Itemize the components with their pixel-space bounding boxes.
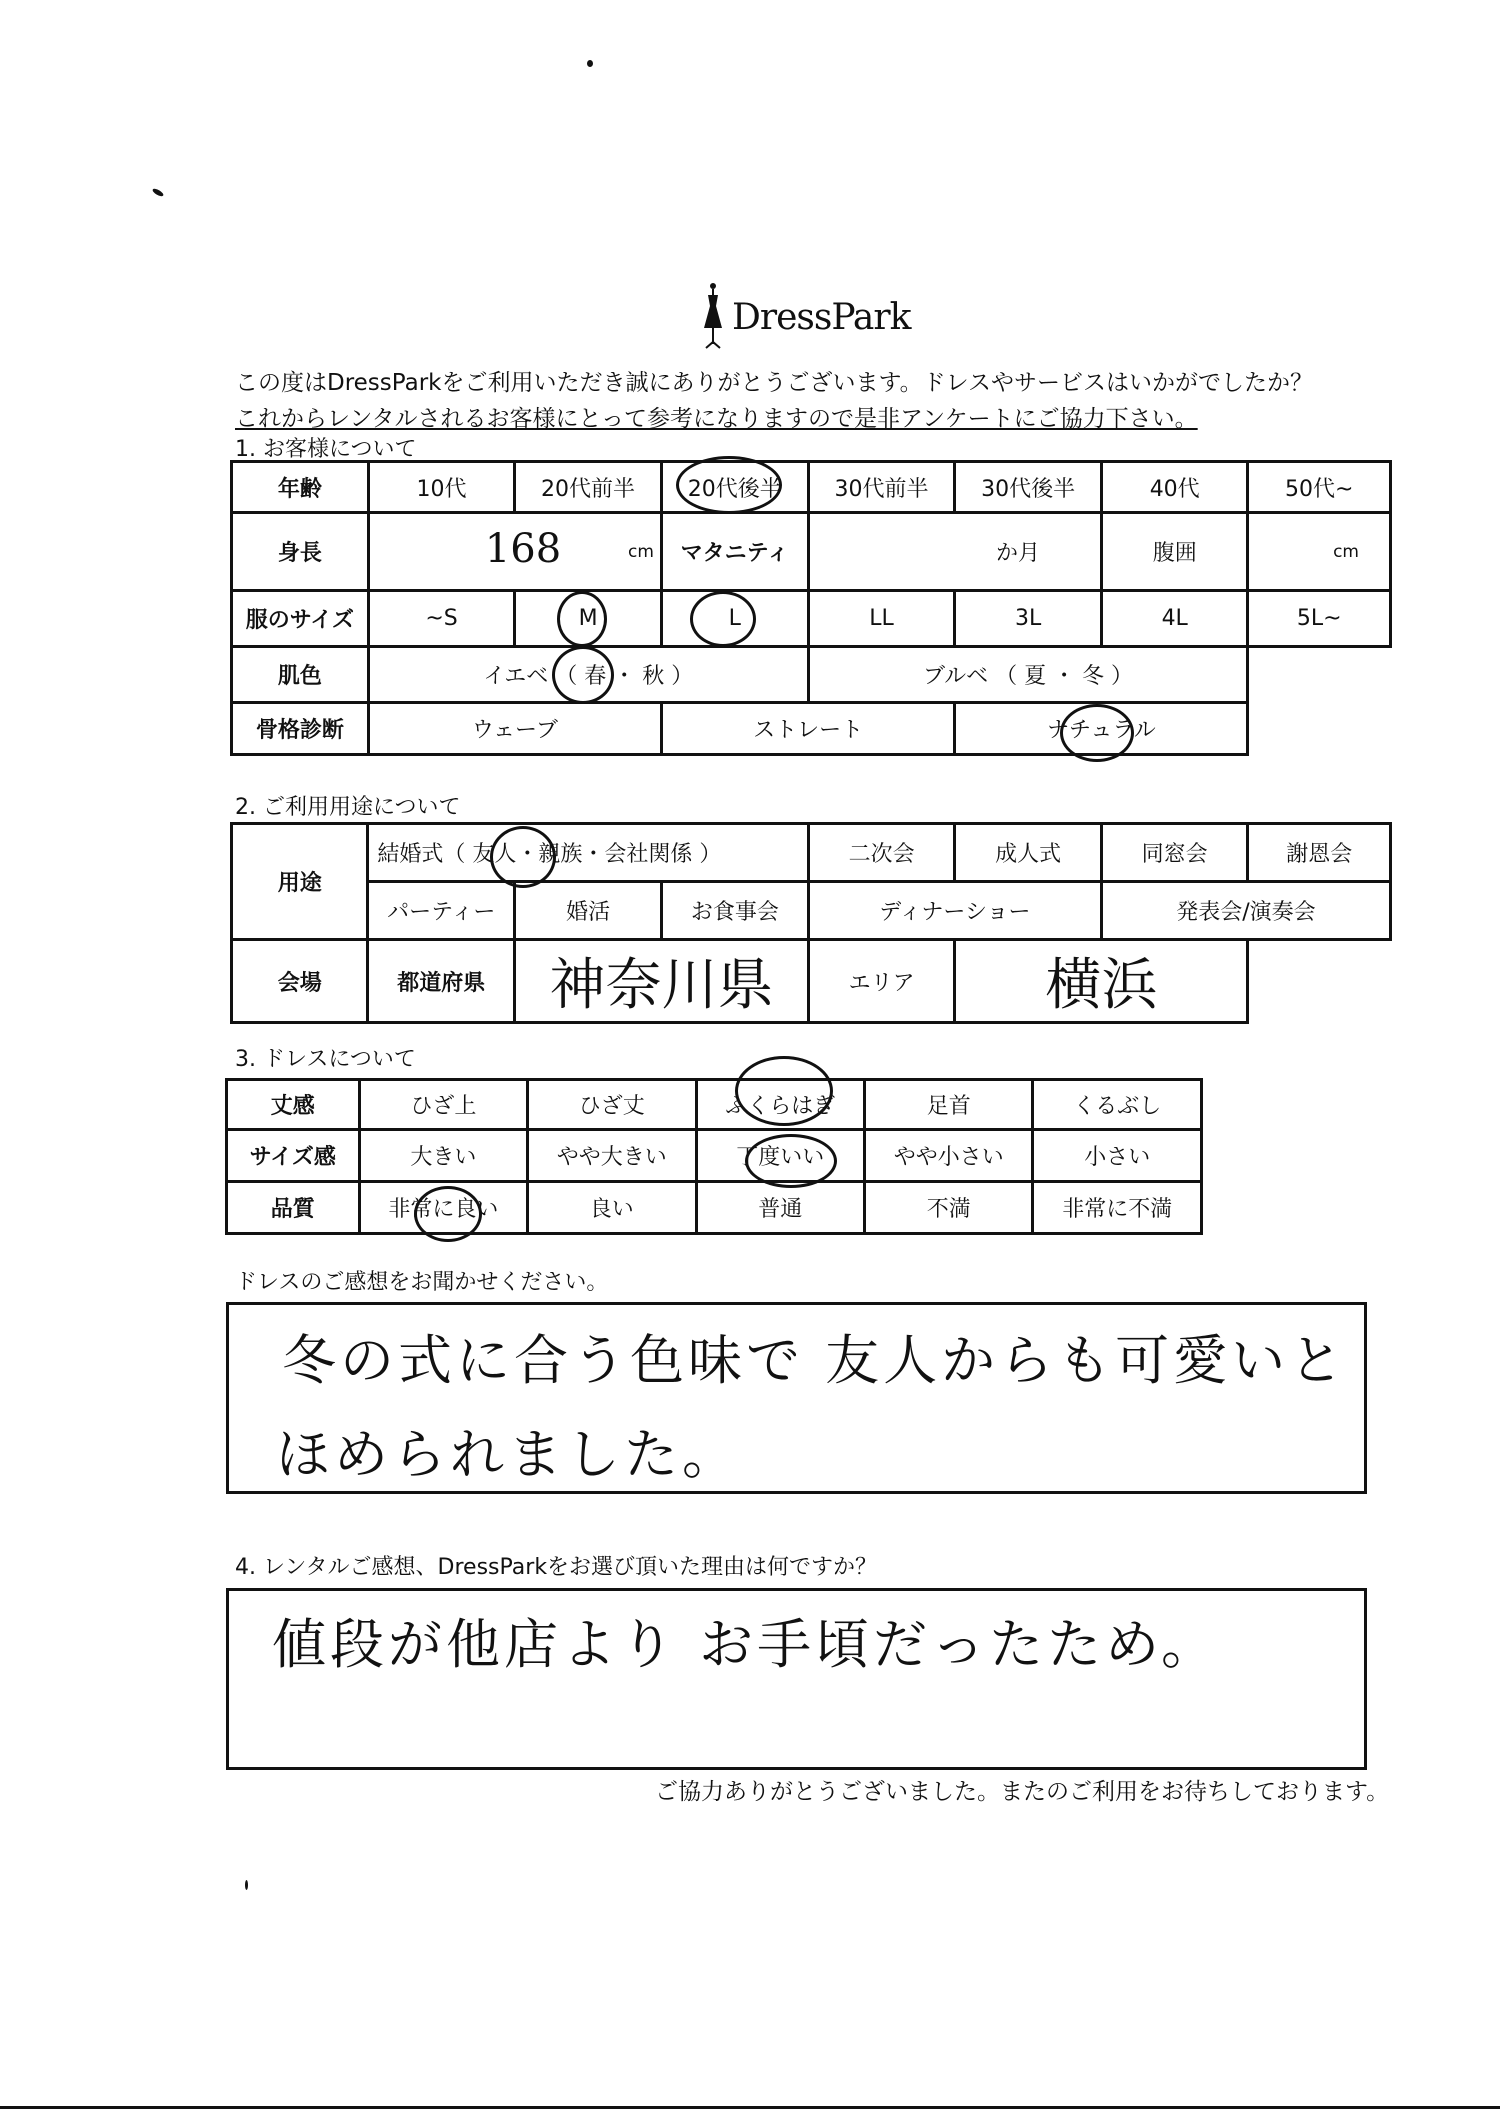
dress-table — [225, 1078, 1203, 1235]
quality-option[interactable]: 良い — [528, 1182, 696, 1234]
size-option[interactable]: 4L — [1102, 591, 1248, 647]
skin-label: 肌色 — [232, 647, 369, 703]
closing-message: ご協力ありがとうございました。またのご利用をお待ちしております。 — [655, 1779, 1390, 1805]
usage-row-1 — [232, 824, 1391, 882]
size-label: 服のサイズ — [232, 591, 369, 647]
length-option[interactable]: ひざ上 — [359, 1080, 527, 1130]
skin-blue-base[interactable]: ブルベ （ 夏 ・ 冬 ） — [808, 647, 1248, 703]
brand-logo — [700, 282, 910, 352]
height-label: 身長 — [232, 513, 369, 591]
usage-option[interactable]: 成人式 — [955, 824, 1102, 882]
prefecture-label: 都道府県 — [368, 940, 515, 1023]
age-option[interactable]: 30代後半 — [955, 462, 1102, 513]
dress-comment-line-2: ほめられました。 — [276, 1423, 740, 1486]
dress-comment-line-1: 冬の式に合う色味で 友人からも可愛いと — [282, 1329, 1348, 1392]
quality-row — [227, 1182, 1202, 1234]
usage-option[interactable]: ディナーショー — [808, 882, 1101, 940]
dress-comment-prompt: ドレスのご感想をお聞かせください。 — [235, 1270, 609, 1295]
usage-option[interactable]: 婚活 — [515, 882, 662, 940]
frame-label: 骨格診断 — [232, 703, 369, 755]
usage-option[interactable]: 同窓会 — [1101, 824, 1248, 882]
length-row — [227, 1080, 1202, 1130]
scan-speck — [587, 60, 593, 67]
maternity-months[interactable]: か月 — [808, 513, 1101, 591]
fit-option[interactable]: 大きい — [359, 1130, 527, 1182]
customer-table — [230, 460, 1392, 756]
fit-option[interactable]: 小さい — [1033, 1130, 1202, 1182]
usage-option[interactable]: 発表会/演奏会 — [1101, 882, 1390, 940]
usage-option[interactable]: 謝恩会 — [1248, 824, 1391, 882]
length-option[interactable]: ふくらはぎ — [696, 1080, 864, 1130]
venue-label: 会場 — [232, 940, 368, 1023]
section-3-title: 3. ドレスについて — [235, 1047, 416, 1072]
section-4-title: 4. レンタルご感想、DressParkをお選び頂いた理由は何ですか？ — [235, 1555, 878, 1580]
area-value-text: 横浜 — [1045, 953, 1158, 1018]
age-option[interactable]: 50代~ — [1248, 462, 1391, 513]
usage-table — [230, 822, 1392, 1024]
scan-speck — [152, 187, 165, 197]
venue-row — [232, 940, 1391, 1023]
quality-label: 品質 — [227, 1182, 360, 1234]
prefecture-value-text: 神奈川県 — [549, 953, 774, 1018]
frame-row — [232, 703, 1391, 755]
fit-option[interactable]: 丁度いい — [696, 1130, 864, 1182]
area-value[interactable] — [955, 940, 1248, 1023]
height-row — [232, 513, 1391, 591]
logo-wordmark: DressPark — [732, 296, 911, 338]
skin-row — [232, 647, 1391, 703]
size-option[interactable]: 5L~ — [1248, 591, 1391, 647]
height-value: 168 — [484, 526, 562, 572]
waist-label: 腹囲 — [1102, 513, 1248, 591]
length-option[interactable]: ひざ丈 — [528, 1080, 696, 1130]
size-row — [232, 591, 1391, 647]
fit-option[interactable]: やや小さい — [865, 1130, 1033, 1182]
dress-icon — [700, 282, 726, 352]
frame-option[interactable]: ウェーブ — [368, 703, 661, 755]
age-option[interactable]: 20代前半 — [515, 462, 662, 513]
height-cell[interactable] — [368, 513, 661, 591]
section-2-title: 2. ご利用用途について — [235, 795, 461, 820]
scan-edge-line — [0, 2106, 1500, 2109]
empty-cell — [1248, 647, 1391, 703]
height-unit: cm — [627, 542, 654, 562]
empty-cell — [1248, 703, 1391, 755]
fit-label: サイズ感 — [227, 1130, 360, 1182]
fit-option[interactable]: やや大きい — [528, 1130, 696, 1182]
frame-option[interactable]: ナチュラル — [955, 703, 1248, 755]
scan-speck — [245, 1880, 248, 1890]
age-option[interactable]: 30代前半 — [808, 462, 955, 513]
age-label: 年齢 — [232, 462, 369, 513]
usage-option[interactable]: お食事会 — [661, 882, 808, 940]
age-option[interactable]: 20代後半 — [661, 462, 808, 513]
waist-unit[interactable]: cm — [1248, 513, 1391, 591]
intro-line-1: この度はDressParkをご利用いただき誠にありがとうございます。ドレスやサービスはいかがでしたか？ — [235, 370, 1313, 396]
age-option[interactable]: 40代 — [1102, 462, 1248, 513]
size-option[interactable]: ~S — [368, 591, 514, 647]
quality-option[interactable]: 非常に不満 — [1033, 1182, 1202, 1234]
size-option[interactable]: L — [661, 591, 808, 647]
size-option[interactable]: LL — [808, 591, 955, 647]
area-label: エリア — [808, 940, 955, 1023]
maternity-label: マタニティ — [661, 513, 808, 591]
frame-option[interactable]: ストレート — [661, 703, 954, 755]
quality-option[interactable]: 非常に良い — [359, 1182, 527, 1234]
section-1-title: 1. お客様について — [235, 437, 417, 462]
age-option[interactable]: 10代 — [368, 462, 514, 513]
usage-option[interactable]: パーティー — [368, 882, 515, 940]
quality-option[interactable]: 普通 — [696, 1182, 864, 1234]
empty-cell — [1248, 940, 1391, 1023]
size-option[interactable]: 3L — [955, 591, 1102, 647]
length-option[interactable]: 足首 — [865, 1080, 1033, 1130]
reason-answer-text: 値段が他店より お手頃だったため。 — [272, 1613, 1220, 1676]
size-option[interactable]: M — [515, 591, 662, 647]
quality-option[interactable]: 不満 — [865, 1182, 1033, 1234]
wedding-option[interactable]: 結婚式（ 友人・親族・会社関係 ） — [368, 824, 808, 882]
intro-line-2: これからレンタルされるお客様にとって参考になりますので是非アンケートにご協力下さい。 — [235, 406, 1198, 432]
usage-label: 用途 — [232, 824, 368, 940]
skin-yellow-base[interactable]: イエベ （ 春 ・ 秋 ） — [368, 647, 808, 703]
length-option[interactable]: くるぶし — [1033, 1080, 1202, 1130]
age-row — [232, 462, 1391, 513]
usage-option[interactable]: 二次会 — [808, 824, 955, 882]
usage-row-2 — [232, 882, 1391, 940]
fit-row — [227, 1130, 1202, 1182]
prefecture-value[interactable] — [515, 940, 809, 1023]
length-label: 丈感 — [227, 1080, 360, 1130]
